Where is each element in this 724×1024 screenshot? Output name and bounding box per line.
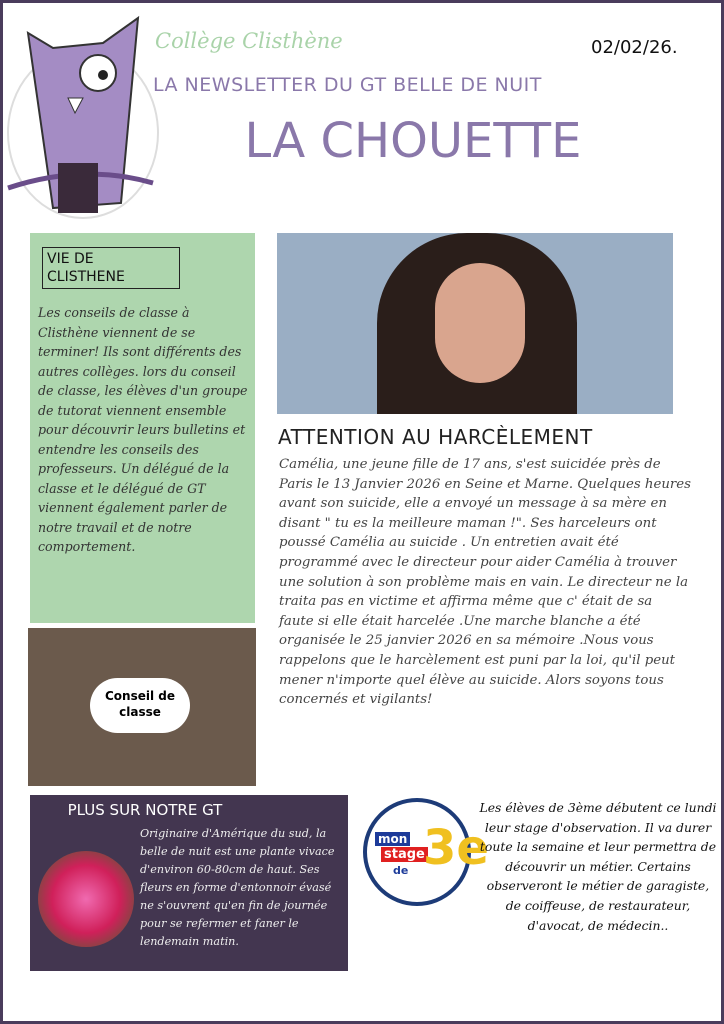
conseil-de-classe-image bbox=[28, 628, 256, 786]
newsletter-subtitle: LA NEWSLETTER DU GT BELLE DE NUIT bbox=[153, 74, 542, 96]
vie-de-clisthene-section bbox=[30, 233, 255, 623]
section-text: Les conseils de classe à Clisthène viennent de se terminer! Ils sont différents des autres collèges. lors du conseil de classe, les élèves d'un groupe de tutorat viennent ensemble pour découvrir leurs bulletins et entendre les conseils des professeurs. Un délégué de la classe et le délégué de GT viennent également parler de notre travail et de notre comportement. bbox=[38, 305, 248, 554]
stage-text: Les élèves de 3ème débutent ce lundi leur stage d'observation. Il va durer toute la semaine et leur permettra de découvrir un métier. Certains observeront le métier de garagiste, de coiffeuse, de restaurateur, d'avocat, de médecin.. bbox=[479, 800, 717, 933]
flower-image bbox=[38, 851, 134, 947]
issue-date: 02/02/26. bbox=[591, 37, 678, 58]
gt-section bbox=[30, 795, 348, 971]
owl-logo-icon bbox=[3, 3, 163, 223]
mon-stage-de-3e-logo: mon stage de 3e bbox=[363, 798, 471, 906]
portrait-photo bbox=[277, 233, 673, 414]
article-heading: ATTENTION AU HARCÈLEMENT bbox=[278, 425, 593, 449]
newsletter-title: LA CHOUETTE bbox=[244, 113, 582, 169]
article-text: Camélia, une jeune fille de 17 ans, s'est suicidée près de Paris le 13 Janvier 2026 en Seine et Marne. Quelques heures avant son suicide, elle a envoyé un message à sa mère en disant " tu es la meilleure maman !". Ses harceleurs ont poussé Camélia au suicide . Un entretien avait été programmé avec le directeur pour aider Camélia à trouver une solution à son problème mais en vain. Le directeur ne la traita pas en victime et affirma même que c' était de sa faute si elle était harcelée .Une marche blanche a été organisée le 25 janvier 2026 en sa mémoire .Nous vous rappelons que le harcèlement est puni par la loi, qu'il peut mener n'importe quel élève au suicide. Alors soyons tous concernés et vigilants! bbox=[279, 457, 691, 708]
gt-text: Originaire d'Amérique du sud, la belle de nuit est une plante vivace d'environ 60-80cm de haut. Ses fleurs en forme d'entonnoir évasé ne s'ouvrent qu'en fin de journée pour se refermer et faner le lendemain matin. bbox=[140, 827, 335, 948]
section-heading: VIE DE CLISTHENE bbox=[42, 247, 180, 289]
college-name: Collège Clisthène bbox=[155, 29, 343, 53]
gt-heading: PLUS SUR NOTRE GT bbox=[67, 801, 223, 819]
image-caption: Conseil de classe bbox=[90, 678, 190, 733]
